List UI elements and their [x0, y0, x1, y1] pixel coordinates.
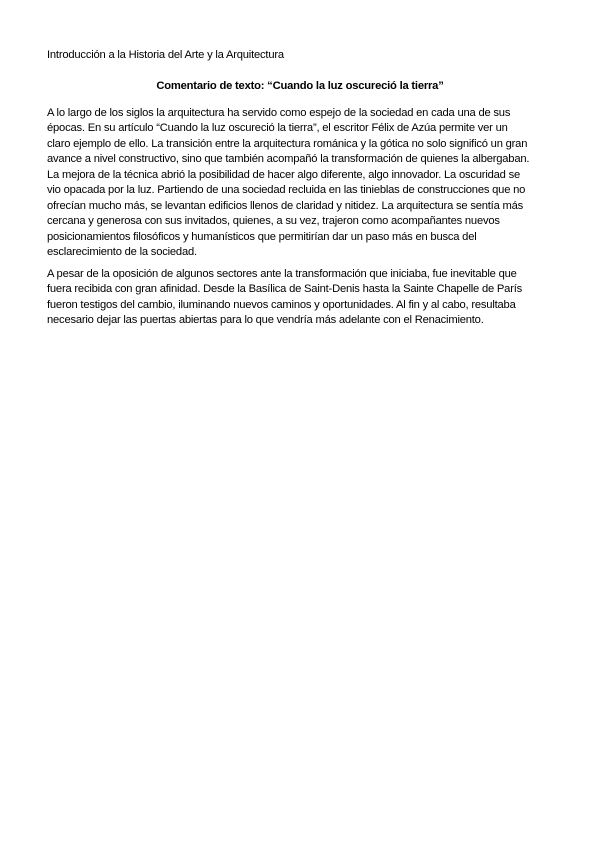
paragraph-line: necesario dejar las puertas abiertas para lo que vendría más adelante con el Renacimiento. — [47, 314, 484, 327]
paragraph-line: fuera recibida con gran afinidad. Desde la Basílica de Saint-Denis hasta la Sainte Chapelle de París — [47, 283, 523, 296]
paragraph-line: posicionamientos filosóficos y humanísticos que permitirían dar un paso más en busca del — [47, 230, 477, 243]
paragraph-1 — [47, 106, 557, 261]
paragraph-line: vio opacada por la luz. Partiendo de una sociedad recluida en las tinieblas de construcciones que no — [47, 184, 526, 197]
paragraph-line: cercana y generosa con sus invitados, quienes, a su vez, trajeron como acompañantes nuevos — [47, 215, 500, 228]
paragraph-line: esclarecimiento de la sociedad. — [47, 246, 197, 259]
paragraph-line: ofrecían mucho más, se levantan edificios llenos de claridad y nitidez. La arquitectura se sentía más — [47, 199, 524, 212]
paragraph-line: A pesar de la oposición de algunos sectores ante la transformación que iniciaba, fue inevitable que — [47, 268, 517, 280]
paragraph-line: A lo largo de los siglos la arquitectura ha servido como espejo de la sociedad en cada una de sus — [47, 107, 511, 119]
paragraph-line: La mejora de la técnica abrió la posibilidad de hacer algo diferente, algo innovador. La oscuridad se — [47, 168, 520, 181]
paragraph-2 — [47, 267, 557, 329]
course-header: Introducción a la Historia del Arte y la Arquitectura — [47, 49, 284, 61]
paragraph-line: fueron testigos del cambio, iluminando nuevos caminos y oportunidades. Al fin y al cabo, resultaba — [47, 298, 516, 311]
document-title: Comentario de texto: “Cuando la luz oscureció la tierra” — [156, 80, 444, 92]
paragraph-line: avance a nivel constructivo, sino que también acompañó la transformación de quienes la albergaban. — [47, 153, 530, 166]
paragraph-line: épocas. En su artículo “Cuando la luz oscureció la tierra”, el escritor Félix de Azúa permite ver un — [47, 122, 508, 135]
paragraph-line: claro ejemplo de ello. La transición entre la arquitectura románica y la gótica no solo significó un gran — [47, 137, 528, 150]
